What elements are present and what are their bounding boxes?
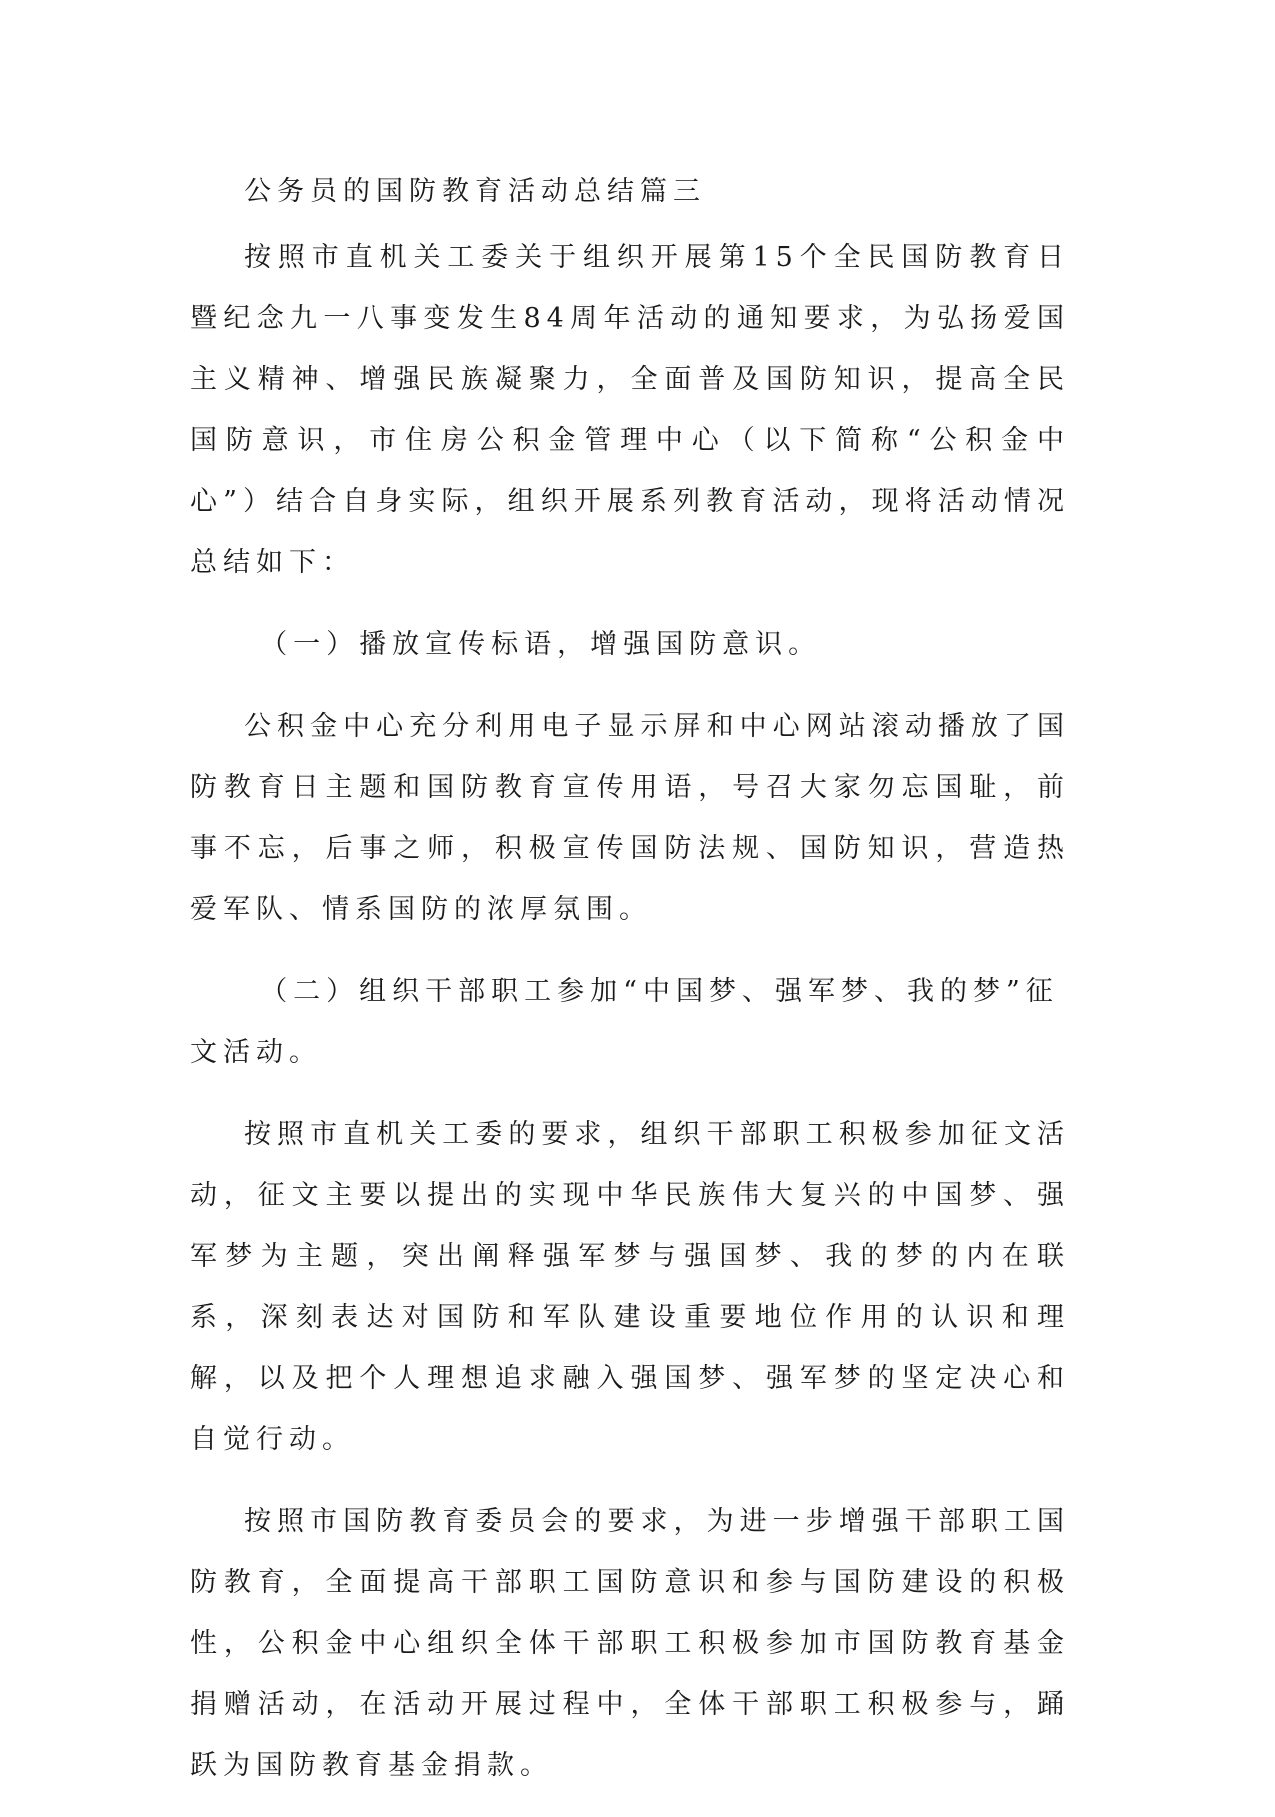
section-2-paragraph-1: 按照市直机关工委的要求，组织干部职工积极参加征文活动，征文主要以提出的实现中华民族伟大复兴的中国梦、强军梦为主题，突出阐释强军梦与强国梦、我的梦的内在联系，深刻表达对国防和军队建设重要地位作用的认识和理解，以及把个人理想追求融入强国梦、强军梦的坚定决心和自觉行动。	[190, 1119, 1070, 1455]
section-1-paragraph: 公积金中心充分利用电子显示屏和中心网站滚动播放了国防教育日主题和国防教育宣传用语，号召大家勿忘国耻，前事不忘，后事之师，积极宣传国防法规、国防知识，营造热爱军队、情系国防的浓厚氛围。	[190, 711, 1070, 925]
section-heading-1: （一）播放宣传标语，增强国防意识。	[260, 629, 822, 660]
section-heading-2: （二）组织干部职工参加“中国梦、强军梦、我的梦”征文活动。	[190, 976, 1059, 1068]
section-2-paragraph-2: 按照市国防教育委员会的要求，为进一步增强干部职工国防教育，全面提高干部职工国防意识和参与国防建设的积极性，公积金中心组织全体干部职工积极参加市国防教育基金捐赠活动，在活动开展过程中，全体干部职工积极参与，踊跃为国防教育基金捐款。	[190, 1506, 1070, 1781]
intro-paragraph: 按照市直机关工委关于组织开展第15个全民国防教育日暨纪念九一八事变发生84周年活动的通知要求，为弘扬爱国主义精神、增强民族凝聚力，全面普及国防知识，提高全民国防意识，市住房公积金管理中心（以下简称“公积金中心”）结合自身实际，组织开展系列教育活动，现将活动情况总结如下：	[190, 242, 1070, 578]
document-body	[190, 167, 1070, 1817]
document-title: 公务员的国防教育活动总结篇三	[244, 176, 706, 207]
